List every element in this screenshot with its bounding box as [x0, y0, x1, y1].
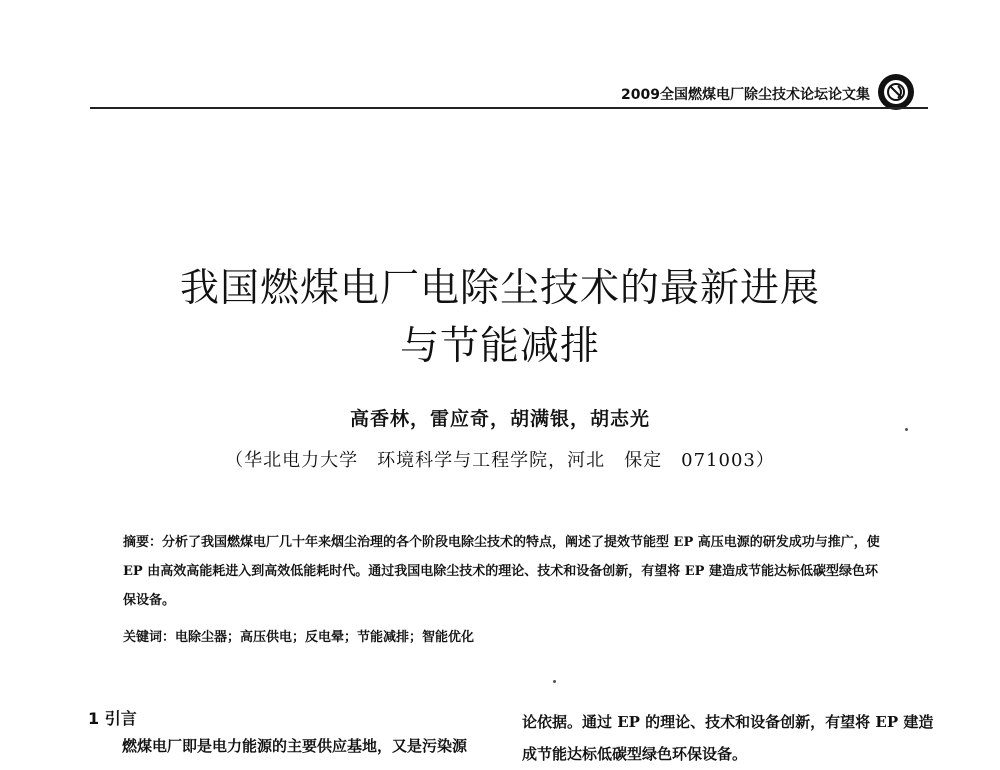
section-heading: 1 引言: [88, 709, 137, 728]
abstract-label: 摘要：: [123, 535, 163, 550]
conference-logo-icon: [876, 72, 916, 112]
paper-title: [100, 260, 900, 376]
running-header: 2009全国燃煤电厂除尘技术论坛论文集: [621, 87, 870, 103]
scan-speck: [553, 680, 556, 683]
title-line-2: 与节能减排: [399, 324, 600, 369]
abstract: [123, 528, 881, 615]
title-line-1: 我国燃煤电厂电除尘技术的最新进展: [179, 266, 820, 311]
authors: 高香林，雷应奇，胡满银，胡志光: [349, 408, 650, 430]
header-rule: [90, 107, 928, 109]
keywords: [123, 626, 881, 645]
body-right-column: [522, 706, 934, 770]
affiliation: （华北电力大学 环境科学与工程学院，河北 保定 071003）: [225, 450, 775, 471]
keywords-label: 关键词：: [123, 630, 176, 645]
right-col-line-1: 论依据。通过 EP 的理论、技术和设备创新，有望将 EP 建造: [522, 713, 934, 731]
keywords-text: 电除尘器；高压供电；反电晕；节能减排；智能优化: [175, 630, 475, 645]
body-left-column: 燃煤电厂即是电力能源的主要供应基地，又是污染源: [122, 737, 468, 755]
abstract-text: 分析了我国燃煤电厂几十年来烟尘治理的各个阶段电除尘技术的特点，阐述了提效节能型 EP 高压电源的研发成功与推广，使 EP 由高效高能耗进入到高效低能耗时代。通过我国电除尘技术的理论、技术和设备创新，有望将 EP 建造成节能达标低碳型绿色环保设备。: [123, 535, 880, 608]
right-col-line-2: 成节能达标低碳型绿色环保设备。: [522, 745, 748, 763]
scan-speck: [905, 428, 908, 431]
